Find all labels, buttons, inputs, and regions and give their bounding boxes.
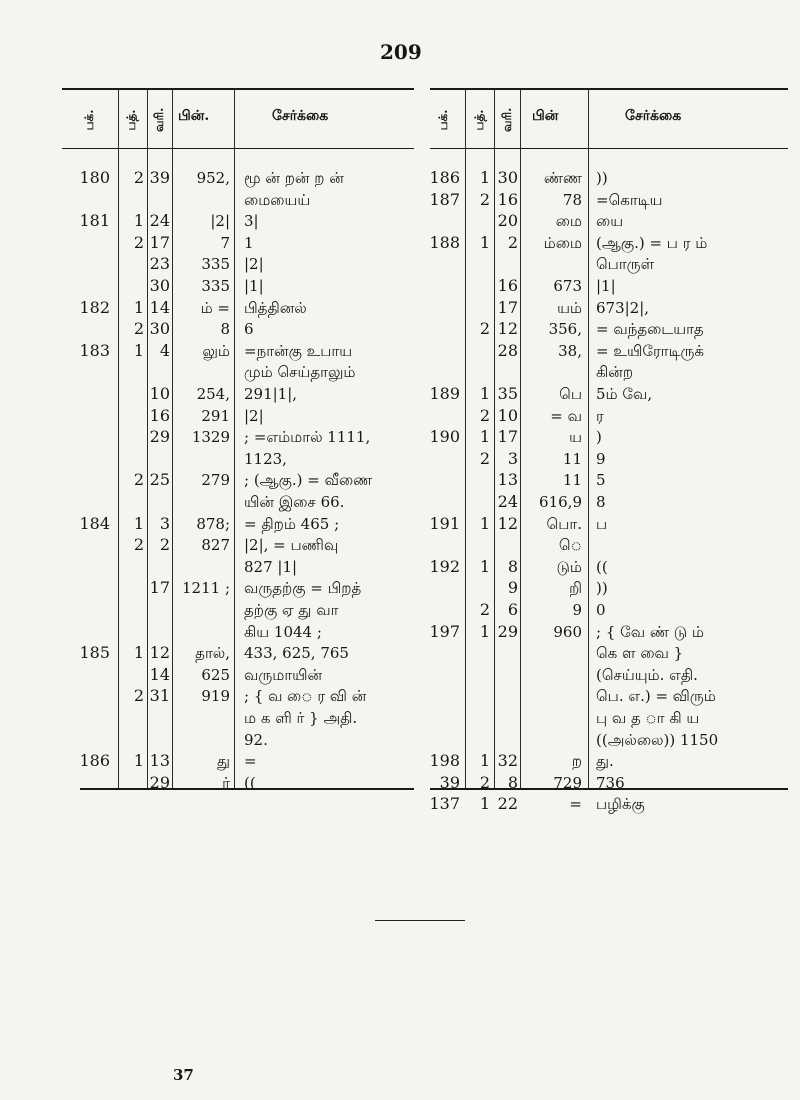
table-cell-vari: 17 xyxy=(497,297,518,317)
table-cell-pat: 1 xyxy=(133,513,144,533)
table-cell-ser: |2| xyxy=(244,406,264,425)
table-cell-pat: 1 xyxy=(479,168,490,187)
table-cell-pin: 616,9 xyxy=(539,493,582,511)
table-cell-pa: 191 xyxy=(429,513,460,533)
table-cell-ser: |2|, = பணிவு xyxy=(244,536,339,555)
table-cell-pin: 1211 ; xyxy=(182,579,230,598)
table-cell-vari: 14 xyxy=(149,664,170,684)
table-cell-pa: 184 xyxy=(79,513,110,533)
table-cell-ser: ((அல்லை)) 1150 xyxy=(596,730,719,749)
table-cell-vari: 23 xyxy=(149,254,170,274)
table-cell-pa: 197 xyxy=(429,621,460,641)
table-cell-pin: மை xyxy=(555,212,582,231)
header-correction-left: சேர்க்கை xyxy=(272,108,329,124)
table-cell-pa: 192 xyxy=(429,556,460,576)
table-cell-ser: 3| xyxy=(244,212,259,231)
table-cell-pat: 1 xyxy=(133,211,144,231)
page-number: 209 xyxy=(380,40,422,64)
header-line-right: வரி. xyxy=(500,107,514,132)
table-cell-vari: 30 xyxy=(149,319,170,339)
header-correction-right: சேர்க்கை xyxy=(625,108,682,124)
header-page-left: பக். xyxy=(82,109,96,131)
table-cell-pin: டும் xyxy=(556,557,582,576)
left-col-line-1 xyxy=(118,90,119,788)
table-cell-vari: 30 xyxy=(497,168,518,187)
table-cell-pat: 2 xyxy=(479,772,490,792)
table-cell-pin: தால், xyxy=(195,644,230,663)
table-cell-vari: 3 xyxy=(159,513,170,533)
header-line-left: வரி. xyxy=(152,107,166,132)
table-cell-ser: மூ ன் றன் ற ன் xyxy=(244,169,344,187)
table-cell-pin: ர் xyxy=(222,773,230,792)
table-cell-pin: ற xyxy=(571,752,582,771)
table-cell-pin: 38, xyxy=(558,341,582,360)
table-cell-pat: 2 xyxy=(133,470,144,490)
table-cell-pat: 1 xyxy=(133,297,144,317)
table-cell-pat: 2 xyxy=(133,168,144,187)
table-cell-pin: லும் xyxy=(202,341,230,360)
table-cell-vari: 16 xyxy=(149,405,170,425)
table-cell-pin: ம் = xyxy=(200,298,230,317)
header-rule-right xyxy=(430,148,788,149)
table-cell-ser: = உயிரோடிருக் xyxy=(596,341,705,360)
table-cell-pin: 78 xyxy=(562,190,582,209)
table-cell-ser: ; { வ ை ர வி ன் xyxy=(244,687,367,706)
table-cell-pin: 1329 xyxy=(191,428,230,447)
table-cell-pa: 198 xyxy=(429,751,460,771)
table-cell-ser: கெ ள வை } xyxy=(596,644,684,663)
table-cell-ser: ப xyxy=(596,514,608,533)
table-cell-ser: யின் இசை 66. xyxy=(244,493,345,511)
table-cell-pat: 1 xyxy=(133,643,144,663)
table-cell-ser: பெ. எ.) = விரும் xyxy=(596,687,716,706)
header-error-left: பின். xyxy=(178,108,210,124)
table-cell-ser: ; { வே ண் டு ம் xyxy=(596,622,704,641)
table-cell-pin: 919 xyxy=(201,687,230,706)
table-cell-ser: = xyxy=(244,752,257,771)
table-cell-pat: 1 xyxy=(479,794,490,814)
table-cell-pa: 188 xyxy=(429,232,460,252)
table-cell-ser: பித்தினல் xyxy=(244,298,307,317)
table-cell-pat: 1 xyxy=(479,232,490,252)
table-cell-ser: மும் செய்தாலும் xyxy=(244,363,356,382)
table-cell-pin: 9 xyxy=(572,601,582,619)
table-cell-vari: 2 xyxy=(159,535,170,555)
table-cell-ser: யை xyxy=(596,212,624,231)
table-cell-pin: ய xyxy=(569,428,582,447)
table-cell-vari: 25 xyxy=(149,470,170,490)
right-col-line-4 xyxy=(588,90,589,788)
table-cell-ser: ; (ஆகு.) = வீணை xyxy=(244,471,373,490)
table-cell-pat: 2 xyxy=(479,448,490,468)
table-cell-pin: 279 xyxy=(201,471,230,490)
table-cell-ser: 433, 625, 765 xyxy=(244,644,349,663)
table-cell-ser: 5 xyxy=(596,471,606,490)
table-cell-pin: 827 xyxy=(201,536,230,555)
table-cell-pa: 39 xyxy=(439,772,460,792)
table-cell-vari: 12 xyxy=(497,319,518,339)
table-cell-vari: 17 xyxy=(497,427,518,447)
table-cell-ser: 291|1|, xyxy=(244,385,298,403)
table-cell-ser: 1123, xyxy=(244,449,287,468)
table-cell-vari: 17 xyxy=(149,578,170,598)
table-cell-pin: 625 xyxy=(201,665,230,684)
header-rule-left xyxy=(62,148,414,149)
table-cell-ser: பொருள் xyxy=(596,255,655,274)
table-cell-ser: து. xyxy=(596,752,614,771)
table-cell-pa: 183 xyxy=(79,340,110,360)
table-cell-ser: 92. xyxy=(244,730,268,749)
table-cell-pa: 186 xyxy=(429,168,460,187)
table-cell-pin: 673 xyxy=(553,277,582,295)
table-cell-ser: ம க ளி ர் } அதி. xyxy=(244,709,358,727)
table-cell-vari: 12 xyxy=(149,643,170,663)
table-cell-ser: 673|2|, xyxy=(596,298,650,317)
header-error-right: பின் xyxy=(532,108,559,124)
table-cell-pin: 11 xyxy=(562,471,582,490)
table-cell-ser: |2| xyxy=(244,255,264,274)
table-cell-pin: பொ. xyxy=(546,514,582,533)
table-cell-vari: 31 xyxy=(149,686,170,706)
table-cell-pin: 291 xyxy=(201,406,230,425)
table-cell-vari: 10 xyxy=(497,405,518,425)
table-cell-pat: 2 xyxy=(479,189,490,209)
table-cell-ser: பு வ த ா கி ய xyxy=(596,709,700,727)
table-cell-pat: 1 xyxy=(479,621,490,641)
table-cell-ser: வருமாயின் xyxy=(244,665,323,684)
table-cell-pat: 2 xyxy=(479,319,490,339)
table-cell-vari: 39 xyxy=(149,168,170,187)
table-cell-vari: 4 xyxy=(159,340,170,360)
table-cell-pa: 137 xyxy=(429,794,460,814)
table-cell-vari: 8 xyxy=(507,556,518,576)
table-cell-vari: 30 xyxy=(149,276,170,295)
table-cell-vari: 13 xyxy=(149,751,170,771)
table-cell-ser: ) xyxy=(596,428,602,447)
table-cell-pin: யம் xyxy=(557,298,582,317)
table-cell-vari: 20 xyxy=(497,211,518,231)
table-cell-vari: 29 xyxy=(497,621,518,641)
table-cell-vari: 22 xyxy=(497,794,518,814)
table-cell-ser: பழிக்கு xyxy=(596,795,645,814)
table-cell-pin: 878; xyxy=(196,514,230,533)
table-cell-pa: 180 xyxy=(79,168,110,187)
table-cell-ser: = திறம் 465 ; xyxy=(244,514,340,533)
table-cell-ser: |1| xyxy=(244,277,264,295)
table-cell-pat: 2 xyxy=(133,319,144,339)
table-cell-ser: (( xyxy=(596,557,608,576)
header-page-right: பக். xyxy=(436,109,450,131)
table-cell-vari: 28 xyxy=(497,340,518,360)
table-cell-vari: 32 xyxy=(497,751,518,771)
left-col-line-3 xyxy=(172,90,173,788)
table-cell-ser: )) xyxy=(596,169,608,187)
table-cell-vari: 2 xyxy=(507,232,518,252)
table-cell-pat: 1 xyxy=(133,340,144,360)
table-cell-pin: பெ xyxy=(559,385,582,403)
table-cell-pa: 187 xyxy=(429,189,460,209)
table-cell-pat: 1 xyxy=(479,384,490,403)
table-cell-pa: 181 xyxy=(79,211,110,231)
table-cell-pin: 729 xyxy=(553,773,582,792)
table-cell-pin: 7 xyxy=(220,233,230,252)
table-cell-vari: 17 xyxy=(149,232,170,252)
table-cell-pin: து xyxy=(216,752,230,771)
table-cell-vari: 9 xyxy=(507,578,518,598)
table-cell-ser: 736 xyxy=(596,773,625,792)
table-cell-pa: 190 xyxy=(429,427,460,447)
table-cell-pat: 2 xyxy=(133,535,144,555)
table-cell-ser: (( xyxy=(244,773,256,792)
table-cell-pa: 189 xyxy=(429,384,460,403)
table-cell-vari: 10 xyxy=(149,384,170,403)
table-cell-ser: = வந்தடையாத xyxy=(596,320,704,339)
table-cell-pat: 2 xyxy=(133,232,144,252)
table-cell-ser: வருதற்கு = பிறத் xyxy=(244,579,362,598)
table-cell-pin: 254, xyxy=(196,385,230,403)
table-cell-vari: 13 xyxy=(497,470,518,490)
table-cell-pat: 2 xyxy=(133,686,144,706)
table-cell-pat: 2 xyxy=(479,405,490,425)
table-cell-ser: தற்கு ஏ து வா xyxy=(244,601,339,619)
table-cell-pin: ெ xyxy=(558,536,582,555)
table-cell-ser: 0 xyxy=(596,601,606,619)
table-cell-pin: 11 xyxy=(562,449,582,468)
table-cell-pa: 185 xyxy=(79,643,110,663)
table-cell-pat: 1 xyxy=(133,751,144,771)
table-cell-ser: கிய 1044 ; xyxy=(244,622,322,641)
table-cell-vari: 35 xyxy=(497,384,518,403)
table-cell-vari: 16 xyxy=(497,276,518,295)
table-cell-pin: = xyxy=(569,795,582,814)
table-cell-pin: = வ xyxy=(550,406,582,425)
table-cell-ser: ; =எம்மால் 1111, xyxy=(244,428,371,447)
header-column-left: பத். xyxy=(124,109,138,131)
table-cell-ser: 6 xyxy=(244,320,254,339)
table-cell-pin: 356, xyxy=(548,320,582,339)
table-cell-pin: 952, xyxy=(196,169,230,187)
table-cell-vari: 16 xyxy=(497,189,518,209)
table-cell-pin: றி xyxy=(569,579,582,598)
table-cell-ser: 1 xyxy=(244,233,254,252)
table-cell-ser: =நான்கு உபாய xyxy=(244,341,353,360)
table-cell-vari: 29 xyxy=(149,772,170,792)
table-cell-ser: 9 xyxy=(596,449,606,468)
table-cell-pin: ண்ண xyxy=(543,169,582,187)
table-cell-vari: 24 xyxy=(149,211,170,231)
table-cell-pin: 335 xyxy=(201,277,230,295)
end-separator xyxy=(375,920,465,921)
table-cell-pa: 186 xyxy=(79,751,110,771)
table-cell-vari: 12 xyxy=(497,513,518,533)
header-column-right: பத். xyxy=(472,109,486,131)
table-cell-ser: (செய்யும். எதி. xyxy=(596,665,698,684)
table-cell-pat: 1 xyxy=(479,751,490,771)
table-cell-ser: ர xyxy=(596,406,604,425)
signature-number: 37 xyxy=(173,1066,194,1084)
table-cell-ser: கின்ற xyxy=(596,363,634,382)
table-cell-pin: 960 xyxy=(553,622,582,641)
table-cell-pat: 1 xyxy=(479,427,490,447)
top-rule-right xyxy=(430,88,788,90)
table-cell-pat: 1 xyxy=(479,556,490,576)
table-cell-pat: 2 xyxy=(479,600,490,619)
table-cell-vari: 24 xyxy=(497,492,518,511)
table-cell-vari: 8 xyxy=(507,772,518,792)
table-cell-pa: 182 xyxy=(79,297,110,317)
table-cell-ser: மையைய் xyxy=(244,190,311,209)
table-cell-vari: 3 xyxy=(507,448,518,468)
table-cell-pin: ம்மை xyxy=(543,233,582,252)
table-cell-ser: (ஆகு.) = ப ர ம் xyxy=(596,233,708,252)
table-cell-pin: 335 xyxy=(201,255,230,274)
table-cell-ser: 827 |1| xyxy=(244,557,298,576)
table-cell-ser: 5ம் வே, xyxy=(596,385,653,403)
table-cell-pat: 1 xyxy=(479,513,490,533)
table-cell-vari: 29 xyxy=(149,427,170,447)
table-cell-pin: 8 xyxy=(220,320,230,339)
table-cell-ser: =கொடிய xyxy=(596,190,663,209)
table-cell-ser: 8 xyxy=(596,493,606,511)
table-cell-ser: )) xyxy=(596,579,608,598)
table-cell-pin: |2| xyxy=(210,212,230,231)
left-col-line-4 xyxy=(234,90,235,788)
table-cell-vari: 6 xyxy=(507,600,518,619)
top-rule-left xyxy=(62,88,414,90)
table-cell-ser: |1| xyxy=(596,277,616,295)
table-cell-vari: 14 xyxy=(149,297,170,317)
